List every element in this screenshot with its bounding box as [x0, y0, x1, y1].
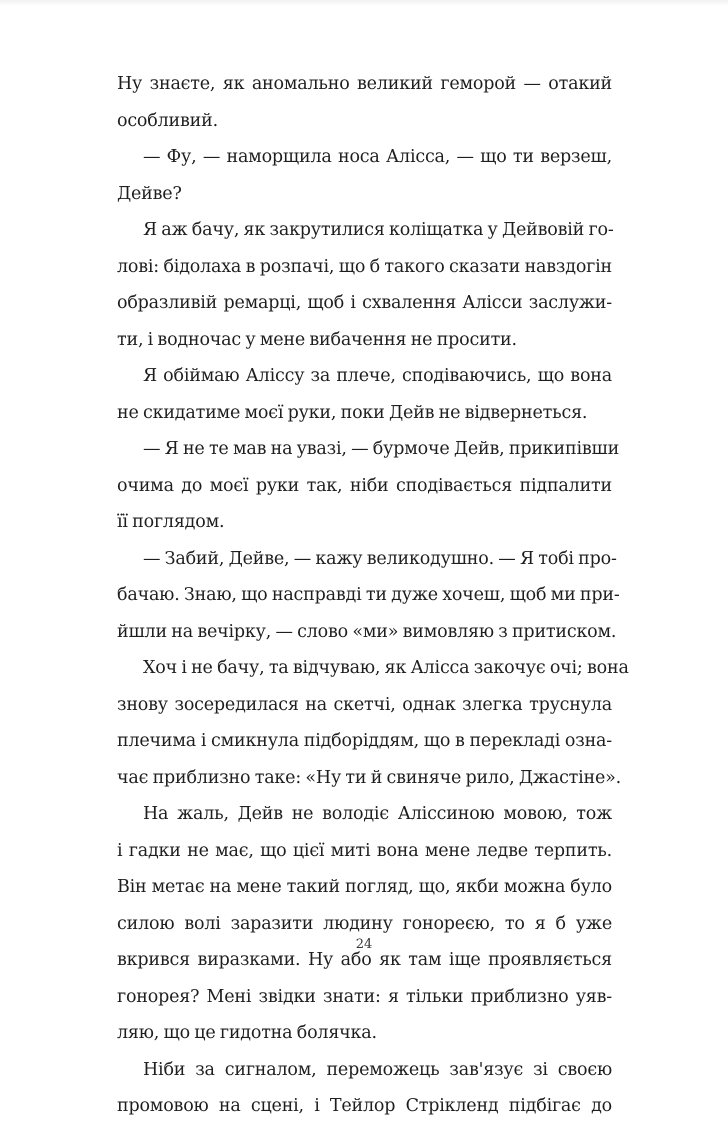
page-top-edge [0, 0, 728, 6]
text-line: знову зосередилася на скетчі, однак злегка труснула [117, 694, 612, 715]
text-line: — Фу, — наморщила носа Алісса, — що ти верзеш, [143, 147, 612, 167]
text-line: бачаю. Знаю, що насправді ти дуже хочеш, щоб ми при- [117, 585, 620, 605]
text-line: лові: бідолаха в розпачі, що б такого сказати навздогін [117, 256, 612, 277]
text-line: ляю, що це гидотна болячка. [117, 1023, 377, 1043]
text-line: образливій ремарці, щоб і схвалення Алісси заслужи- [117, 293, 612, 313]
text-line: чає приблизно таке: «Ну ти й свиняче рило, Джастіне». [117, 767, 622, 788]
text-line: Ну знаєте, як аномально великий геморой — отакий [117, 74, 612, 94]
text-line: особливий. [117, 110, 218, 131]
text-line: йшли на вечірку, — слово «ми» вимовляю з притиском. [117, 621, 617, 642]
text-line: Хоч і не бачу, та відчуваю, як Алісса закочує очі; вона [143, 658, 629, 678]
book-page-text [117, 66, 629, 1125]
text-line: очима до моєї руки так, ніби сподівається підпалити [117, 475, 612, 496]
text-line: Він метає на мене такий погляд, що, якби можна було [117, 877, 612, 897]
text-line: Ніби за сигналом, переможець зав'язує зі своєю [143, 1059, 612, 1080]
text-line: не скидатиме моєї руки, поки Дейв не відвернеться. [117, 402, 588, 423]
text-line: силою волі заразити людину гонореєю, то я б уже [117, 913, 612, 934]
text-line: плечима і смикнула підборіддям, що в перекладі озна- [117, 731, 612, 751]
text-line: Я аж бачу, як закрутилися коліщатка у Дейвовій го- [143, 220, 614, 240]
page-number: 24 [355, 937, 373, 952]
text-line: промовою на сцені, і Тейлор Стрікленд підбігає до [117, 1096, 612, 1116]
text-line: На жаль, Дейв не володіє Аліссиною мовою, тож [143, 804, 612, 824]
text-line: ти, і водночас у мене вибачення не просити. [117, 329, 517, 350]
text-line: — Забий, Дейве, — кажу великодушно. — Я тобі про- [143, 548, 617, 569]
text-line: — Я не те мав на увазі, — бурмоче Дейв, прикипівши [143, 439, 620, 459]
text-line: вкрився виразками. Ну або як там іще проявляється [117, 950, 612, 970]
text-line: гонорея? Мені звідки знати: я тільки приблизно уяв- [117, 986, 612, 1007]
text-line: Я обіймаю Аліссу за плече, сподіваючись, що вона [143, 366, 612, 386]
text-line: її поглядом. [117, 512, 225, 532]
text-line: Дейве? [117, 183, 182, 204]
text-line: і гадки не має, що цієї миті вона мене ледве терпить. [117, 840, 612, 861]
